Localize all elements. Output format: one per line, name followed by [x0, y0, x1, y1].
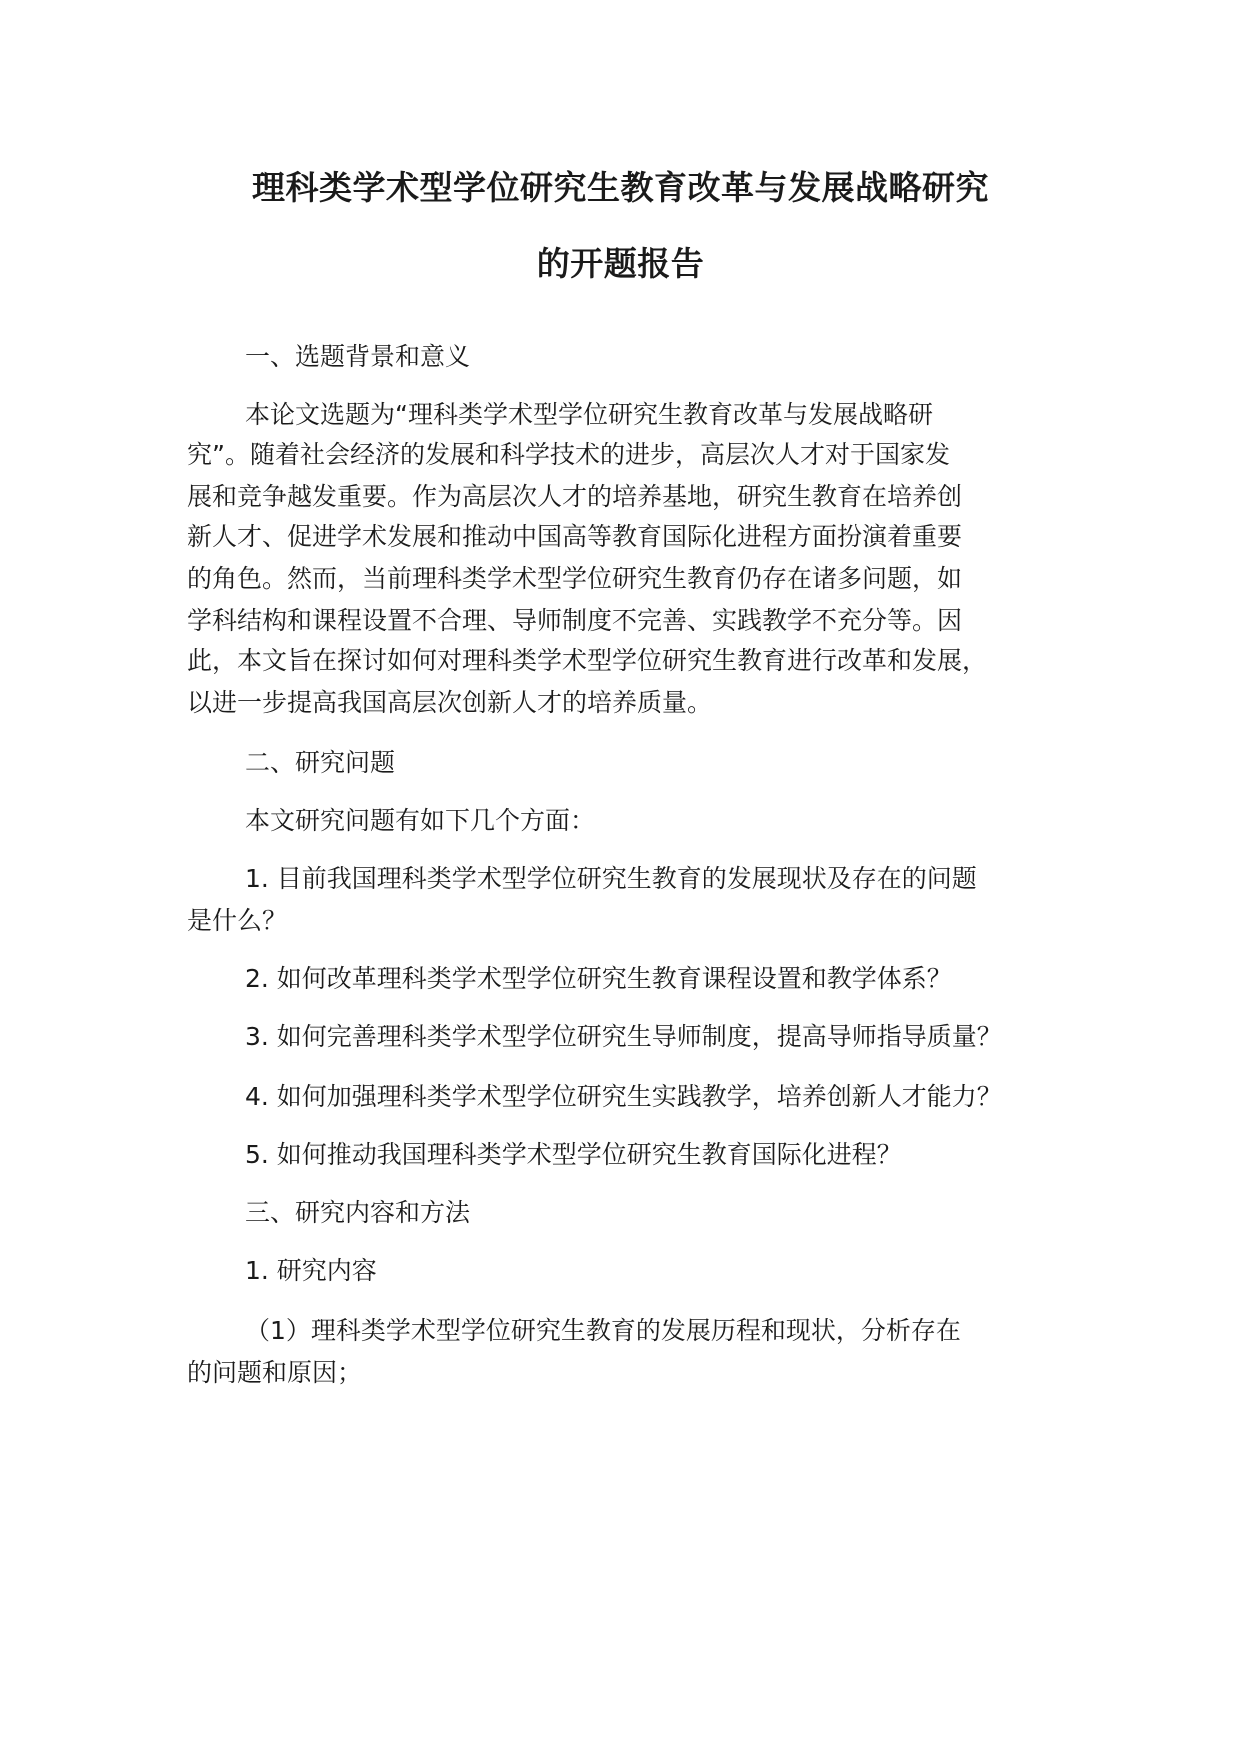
section-1-heading: 一、选题背景和意义 [245, 342, 471, 371]
section-2-heading: 二、研究问题 [245, 748, 396, 777]
question-3: 3. 如何完善理科类学术型学位研究生导师制度，提高导师指导质量？ [245, 1022, 1002, 1051]
question-1-line-2: 是什么？ [187, 906, 288, 935]
section-3-heading: 三、研究内容和方法 [245, 1198, 471, 1227]
section-1-paragraph-line: 本论文选题为“理科类学术型学位研究生教育改革与发展战略研 [245, 400, 933, 429]
section-1-paragraph-line: 的角色。然而，当前理科类学术型学位研究生教育仍存在诸多问题，如 [187, 564, 963, 593]
section-1-paragraph-line: 究”。随着社会经济的发展和科学技术的进步，高层次人才对于国家发 [187, 440, 950, 469]
section-1-paragraph-line: 学科结构和课程设置不合理、导师制度不完善、实践教学不充分等。因 [187, 606, 963, 635]
document-title-line-2: 的开题报告 [536, 244, 705, 283]
section-1-paragraph-line: 此，本文旨在探讨如何对理科类学术型学位研究生教育进行改革和发展， [187, 646, 988, 675]
section-3-subheading: 1. 研究内容 [245, 1256, 377, 1285]
question-4: 4. 如何加强理科类学术型学位研究生实践教学，培养创新人才能力？ [245, 1082, 1002, 1111]
section-1-paragraph-line: 展和竞争越发重要。作为高层次人才的培养基地，研究生教育在培养创 [187, 482, 963, 511]
question-1-line-1: 1. 目前我国理科类学术型学位研究生教育的发展现状及存在的问题 [245, 864, 977, 893]
document-title-line-1: 理科类学术型学位研究生教育改革与发展战略研究 [252, 168, 989, 207]
question-5: 5. 如何推动我国理科类学术型学位研究生教育国际化进程？ [245, 1140, 902, 1169]
section-2-intro: 本文研究问题有如下几个方面： [245, 806, 596, 835]
section-1-paragraph-line: 以进一步提高我国高层次创新人才的培养质量。 [187, 688, 713, 717]
question-2: 2. 如何改革理科类学术型学位研究生教育课程设置和教学体系？ [245, 964, 952, 993]
section-1-paragraph-line: 新人才、促进学术发展和推动中国高等教育国际化进程方面扮演着重要 [187, 522, 963, 551]
content-item-1-line-2: 的问题和原因； [187, 1358, 363, 1387]
content-item-1-line-1: （1）理科类学术型学位研究生教育的发展历程和现状，分析存在 [245, 1316, 961, 1345]
